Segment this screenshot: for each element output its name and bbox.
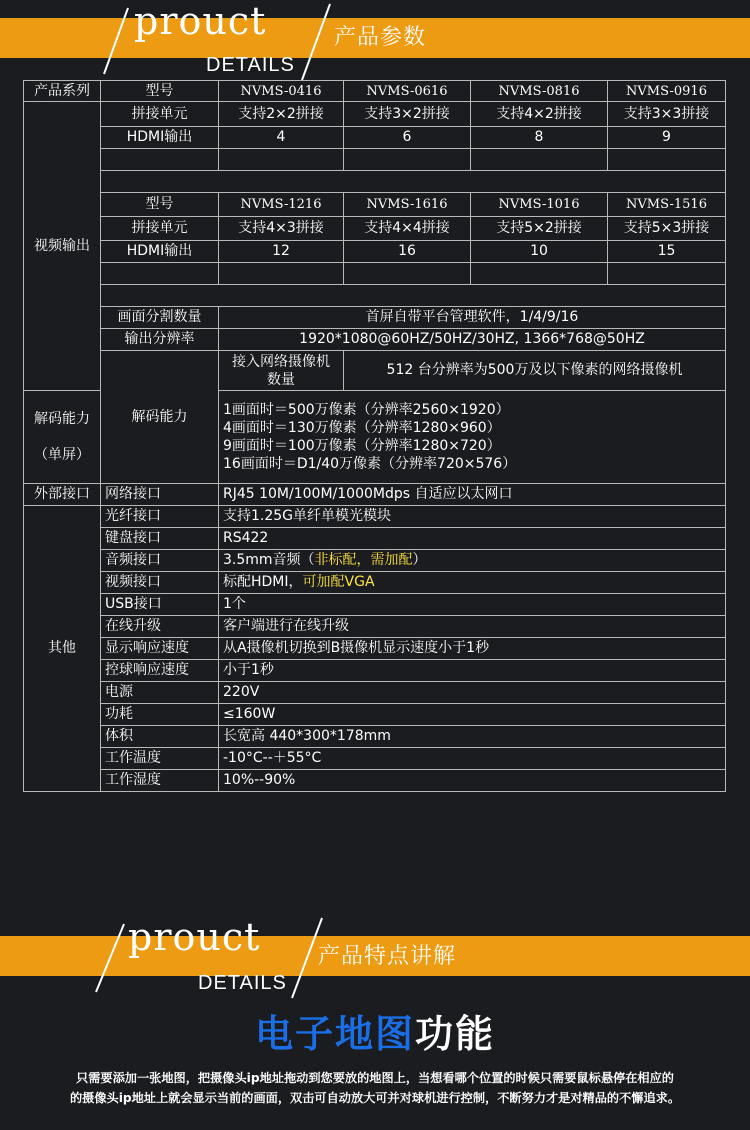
video-interface-text: 标配HDMI， — [223, 574, 303, 590]
splice-cell: 支持3×2拼接 — [344, 102, 471, 127]
audio-label: 音频接口 — [101, 550, 219, 572]
table-row — [24, 660, 726, 682]
video-output-group-label: 视频输出 — [24, 102, 101, 391]
audio-value-highlight: 非标配，需加配 — [314, 552, 413, 568]
prouct-word: prouct — [134, 0, 267, 43]
other-group-label: 其他 — [24, 506, 101, 792]
hdmi-cell: 8 — [471, 127, 608, 149]
camera-count-label-line: 数量 — [267, 371, 295, 388]
table-row — [24, 307, 726, 329]
hdmi-cell: 15 — [608, 241, 726, 263]
empty-row — [24, 263, 726, 285]
model-cell: NVMS-1516 — [608, 193, 726, 217]
table-row — [24, 81, 726, 102]
ptz-response-label: 控球响应速度 — [101, 660, 219, 682]
model-cell: NVMS-0416 — [219, 81, 344, 102]
power-value: 220V — [219, 682, 726, 704]
feature-description-line: 只需要添加一张地图，把摄像头ip地址拖动到您要放的地图上，当想看哪个位置的时候只需要鼠标悬停在相应的 — [76, 1071, 674, 1085]
splice-cell: 支持5×2拼接 — [471, 217, 608, 241]
camera-count-label-line: 接入网络摄像机 — [232, 353, 330, 370]
table-row — [24, 770, 726, 792]
hdmi-label: HDMI输出 — [101, 241, 219, 263]
network-value: RJ45 10M/100M/1000Mdps 自适应以太网口 — [219, 484, 726, 506]
external-interface-group-label: 外部接口 — [24, 484, 101, 506]
temperature-label: 工作温度 — [101, 748, 219, 770]
table-row — [24, 329, 726, 351]
model-cell: NVMS-0616 — [344, 81, 471, 102]
video-interface-highlight: 可加配VGA — [302, 574, 375, 590]
output-resolution-label: 输出分辨率 — [101, 329, 219, 351]
table-row — [24, 616, 726, 638]
table-row — [24, 506, 726, 528]
section-banner-parameters — [0, 0, 750, 90]
empty-row — [24, 149, 726, 171]
splice-cell: 支持4×2拼接 — [471, 102, 608, 127]
splice-cell: 支持4×3拼接 — [219, 217, 344, 241]
decode-capability-value — [219, 391, 726, 484]
video-interface-label: 视频接口 — [101, 572, 219, 594]
online-upgrade-value: 客户端进行在线升级 — [219, 616, 726, 638]
camera-count-label — [219, 351, 344, 391]
fiber-value: 支持1.25G单纤单模光模块 — [219, 506, 726, 528]
humidity-value: 10%--90% — [219, 770, 726, 792]
network-label: 网络接口 — [101, 484, 219, 506]
hdmi-cell: 4 — [219, 127, 344, 149]
decode-line: 4画面时＝130万像素（分辨率1280×960） — [223, 420, 501, 436]
section-title: 产品特点讲解 — [318, 944, 457, 969]
keyboard-value: RS422 — [219, 528, 726, 550]
table-row — [24, 102, 726, 127]
decode-capability-title: 解码能力 — [34, 411, 90, 427]
hdmi-cell: 16 — [344, 241, 471, 263]
empty-row — [24, 171, 726, 193]
feature-description-line: 的摄像头ip地址上就会显示当前的画面，双击可自动放大可并对球机进行控制，不断努力才是对精品的不懈追求。 — [69, 1091, 681, 1105]
table-row — [24, 217, 726, 241]
details-word: DETAILS — [206, 54, 295, 76]
details-word: DETAILS — [198, 972, 287, 994]
power-label: 电源 — [101, 682, 219, 704]
spec-table — [23, 80, 726, 792]
decode-group-label: 解码能力 — [101, 351, 219, 484]
table-row — [24, 550, 726, 572]
display-response-value: 从A摄像机切换到B摄像机显示速度小于1秒 — [219, 638, 726, 660]
video-interface-value — [219, 572, 726, 594]
table-row — [24, 726, 726, 748]
model-header: 型号 — [101, 81, 219, 102]
table-row — [24, 572, 726, 594]
series-header: 产品系列 — [24, 81, 101, 102]
decode-line: 9画面时＝100万像素（分辨率1280×720） — [223, 438, 501, 454]
table-row — [24, 241, 726, 263]
splice-cell: 支持2×2拼接 — [219, 102, 344, 127]
table-row — [24, 193, 726, 217]
audio-value-end: ） — [412, 552, 427, 568]
splice-cell: 支持3×3拼接 — [608, 102, 726, 127]
model-cell: NVMS-1016 — [471, 193, 608, 217]
display-response-label: 显示响应速度 — [101, 638, 219, 660]
hdmi-cell: 9 — [608, 127, 726, 149]
hdmi-cell: 12 — [219, 241, 344, 263]
humidity-label: 工作湿度 — [101, 770, 219, 792]
splice-cell: 支持4×4拼接 — [344, 217, 471, 241]
hdmi-cell: 10 — [471, 241, 608, 263]
feature-title-rest: 功能 — [415, 1012, 496, 1056]
temperature-value: -10°C--＋55°C — [219, 748, 726, 770]
model-cell: NVMS-0816 — [471, 81, 608, 102]
audio-value-text: 3.5mm音频（ — [223, 552, 315, 568]
decode-line: 1画面时＝500万像素（分辨率2560×1920） — [223, 402, 510, 418]
splice-label: 拼接单元 — [101, 217, 219, 241]
consumption-label: 功耗 — [101, 704, 219, 726]
ptz-response-value: 小于1秒 — [219, 660, 726, 682]
keyboard-label: 键盘接口 — [101, 528, 219, 550]
table-row — [24, 484, 726, 506]
table-row — [24, 528, 726, 550]
decode-line: 16画面时＝D1/40万像素（分辨率720×576） — [223, 456, 517, 472]
split-count-value: 首屏自带平台管理软件，1/4/9/16 — [219, 307, 726, 329]
hdmi-label: HDMI输出 — [101, 127, 219, 149]
online-upgrade-label: 在线升级 — [101, 616, 219, 638]
hdmi-cell: 6 — [344, 127, 471, 149]
camera-count-value: 512 台分辨率为500万及以下像素的网络摄像机 — [344, 351, 726, 391]
feature-section — [0, 1012, 750, 1108]
consumption-value: ≤160W — [219, 704, 726, 726]
table-row — [24, 594, 726, 616]
model-cell: NVMS-0916 — [608, 81, 726, 102]
prouct-word: prouct — [128, 915, 261, 959]
output-resolution-value: 1920*1080@60HZ/50HZ/30HZ, 1366*768@50HZ — [219, 329, 726, 351]
section-banner-features — [0, 910, 750, 1000]
empty-row — [24, 285, 726, 307]
feature-title — [0, 1012, 750, 1056]
size-label: 体积 — [101, 726, 219, 748]
table-row — [24, 638, 726, 660]
table-row — [24, 704, 726, 726]
usb-label: USB接口 — [101, 594, 219, 616]
table-row — [24, 127, 726, 149]
splice-cell: 支持5×3拼接 — [608, 217, 726, 241]
decode-capability-label — [24, 391, 101, 484]
table-row — [24, 682, 726, 704]
feature-title-highlight: 电子地图 — [254, 1012, 415, 1056]
table-row — [24, 748, 726, 770]
table-row — [24, 351, 726, 391]
usb-value: 1个 — [219, 594, 726, 616]
size-value: 长宽高 440*300*178mm — [219, 726, 726, 748]
section-title: 产品参数 — [334, 25, 427, 50]
model-cell: NVMS-1216 — [219, 193, 344, 217]
model-label: 型号 — [101, 193, 219, 217]
audio-value — [219, 550, 726, 572]
split-count-label: 画面分割数量 — [101, 307, 219, 329]
decode-capability-sub: （单屏） — [34, 447, 90, 463]
splice-label: 拼接单元 — [101, 102, 219, 127]
fiber-label: 光纤接口 — [101, 506, 219, 528]
model-cell: NVMS-1616 — [344, 193, 471, 217]
